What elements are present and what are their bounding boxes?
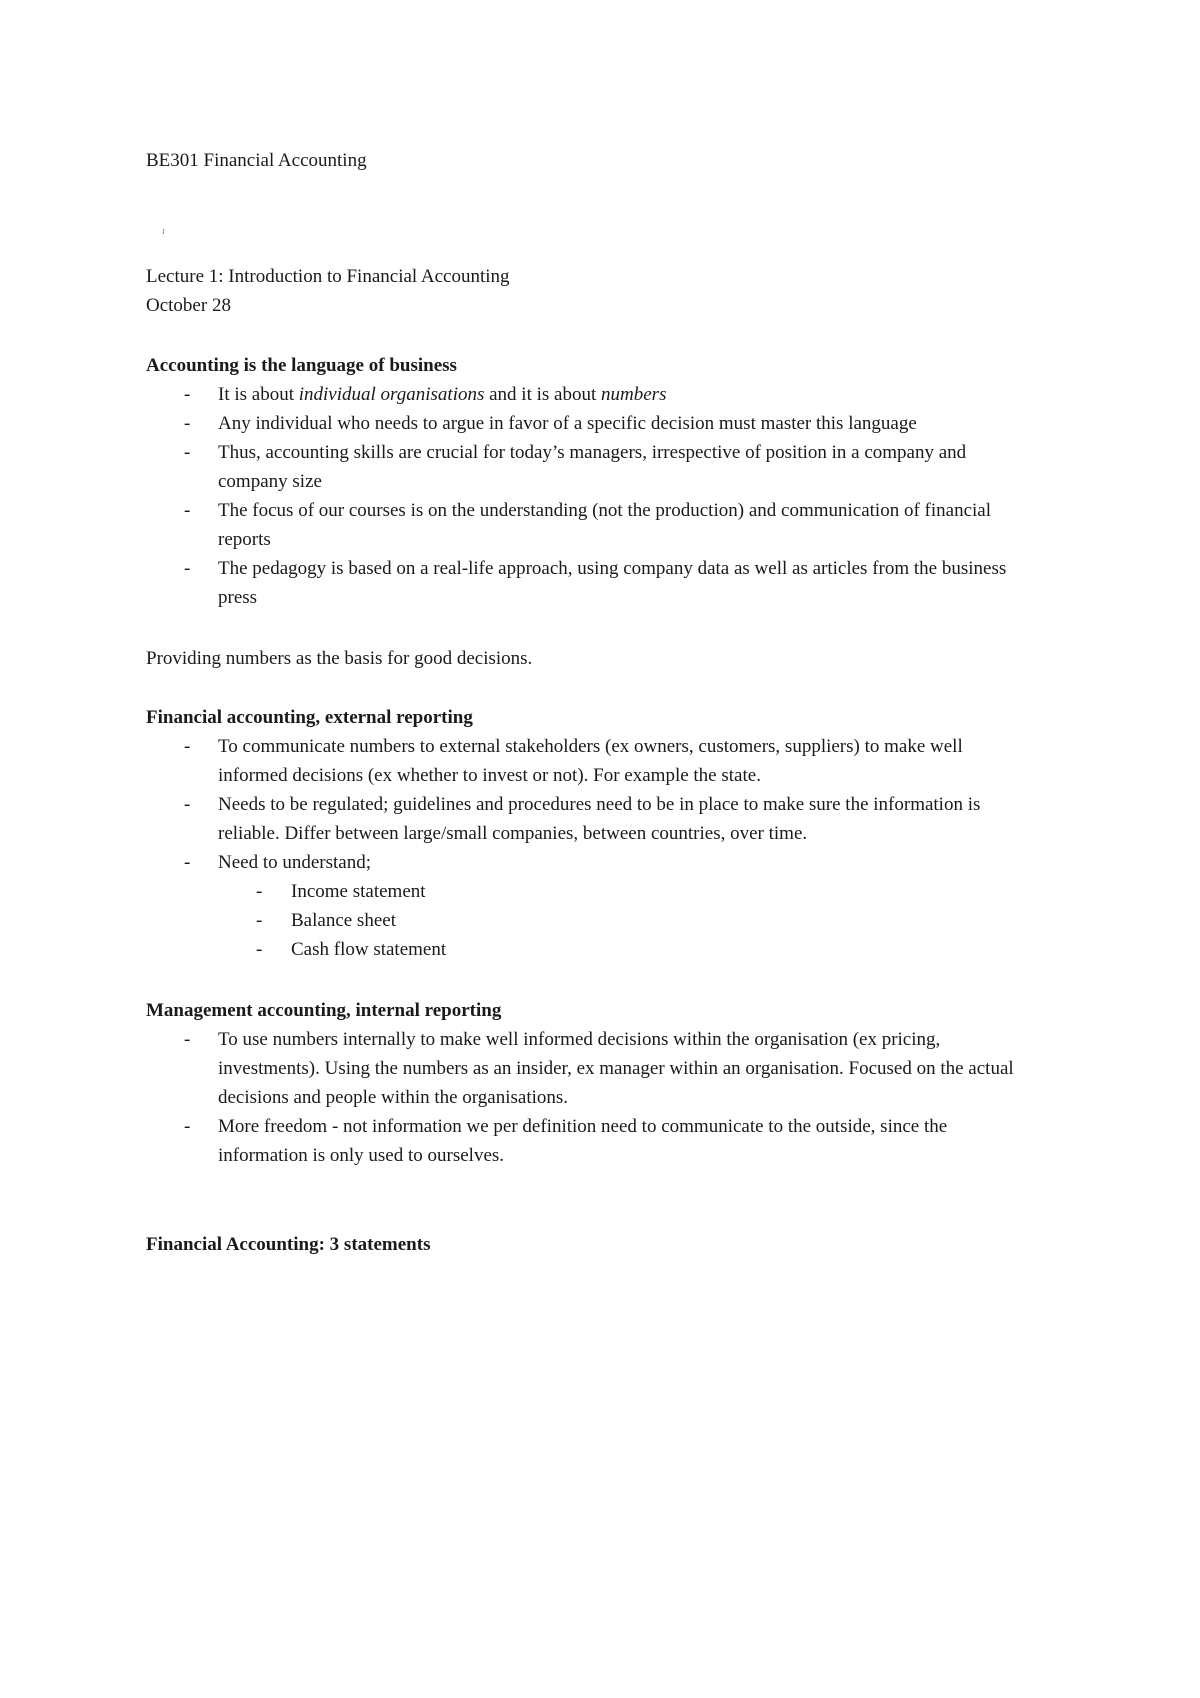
- section-heading: Financial accounting, external reporting: [146, 707, 473, 728]
- emphasis-text: individual organisations: [298, 384, 485, 405]
- list-item: - Need to understand;: [146, 848, 1016, 877]
- course-title: BE301 Financial Accounting: [146, 150, 367, 171]
- paragraph: Providing numbers as the basis for good decisions.: [146, 648, 533, 669]
- stray-tick-mark: ı: [162, 226, 165, 237]
- bullet-list: [146, 732, 1016, 877]
- sub-bullet-list: [146, 877, 1076, 964]
- list-item: - To use numbers internally to make well informed decisions within the organisation (ex pricing, investments). Using the numbers as an insider, ex manager within an organisation. Focused on the actual decisions and people within the organisations.: [146, 1025, 1016, 1112]
- section-heading: Financial Accounting: 3 statements: [146, 1234, 431, 1255]
- lecture-title: Lecture 1: Introduction to Financial Accounting: [146, 266, 510, 287]
- list-item: - The focus of our courses is on the understanding (not the production) and communication of financial reports: [146, 496, 1016, 554]
- section-external-reporting: [146, 703, 1076, 964]
- sub-list-item: - Cash flow statement: [146, 935, 1076, 964]
- section-heading: Accounting is the language of business: [146, 355, 457, 376]
- section-language-of-business: [146, 351, 1076, 612]
- section-internal-reporting: [146, 996, 1076, 1170]
- sub-list-item: - Income statement: [146, 877, 1076, 906]
- section-heading: Management accounting, internal reporting: [146, 1000, 502, 1021]
- bullet-list: [146, 1025, 1016, 1170]
- list-item: - Thus, accounting skills are crucial for today’s managers, irrespective of position in a company and company size: [146, 438, 1016, 496]
- list-item: - To communicate numbers to external stakeholders (ex owners, customers, suppliers) to make well informed decisions (ex whether to invest or not). For example the state.: [146, 732, 1016, 790]
- sub-list-item: - Balance sheet: [146, 906, 1076, 935]
- course-title-block: [146, 146, 1076, 175]
- emphasis-text: numbers: [601, 384, 667, 405]
- list-item: - The pedagogy is based on a real-life approach, using company data as well as articles from the business press: [146, 554, 1016, 612]
- list-item: - Needs to be regulated; guidelines and procedures need to be in place to make sure the information is reliable. Differ between large/small companies, between countries, over time.: [146, 790, 1016, 848]
- lecture-header: [146, 262, 1076, 320]
- bullet-list: [146, 380, 1016, 612]
- section-three-statements: [146, 1230, 1076, 1259]
- lecture-date: October 28: [146, 295, 231, 316]
- providing-line-block: [146, 644, 1076, 673]
- list-item: - More freedom - not information we per definition need to communicate to the outside, since the information is only used to ourselves.: [146, 1112, 1016, 1170]
- list-item: - It is about individual organisations and it is about numbers: [146, 380, 1016, 409]
- list-item: - Any individual who needs to argue in favor of a specific decision must master this language: [146, 409, 1016, 438]
